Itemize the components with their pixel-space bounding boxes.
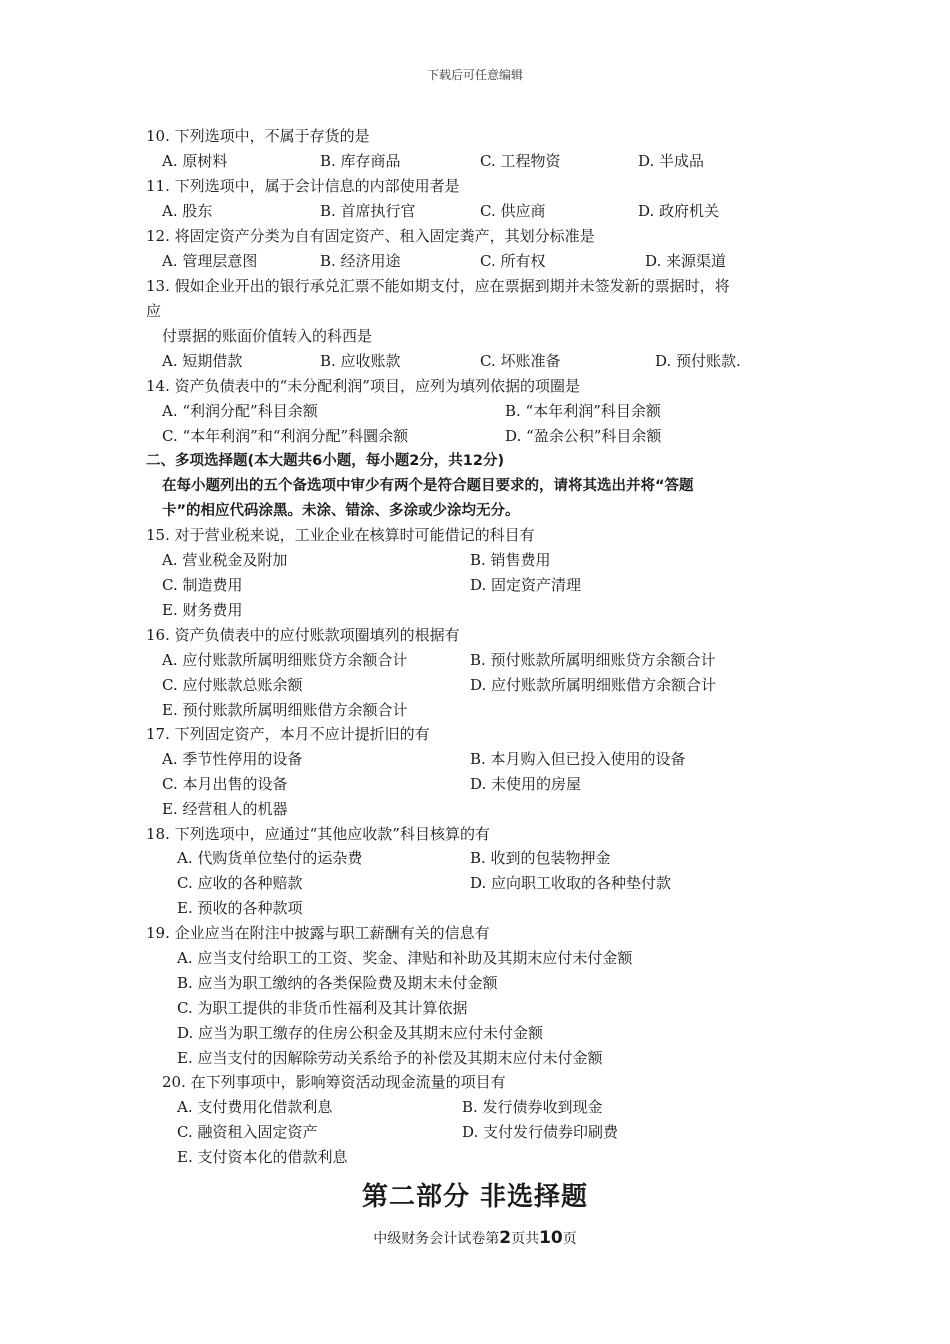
- option-20-e: E. 支付资本化的借款利息: [177, 1148, 348, 1166]
- section-2-title: 二、多项选择题(本大题共6小题，每小题2分，共12分): [146, 453, 505, 469]
- option-13-a: A. 短期借款: [162, 352, 243, 370]
- option-19-c: C. 为职工提供的非货币性福利及其计算依据: [177, 999, 468, 1017]
- option-11-d: D. 政府机关: [638, 202, 720, 220]
- footer-prefix: 中级财务会计试卷第: [373, 1231, 500, 1247]
- option-18-a: A. 代购货单位垫付的运杂费: [177, 849, 363, 867]
- question-12-stem: 12. 将固定资产分类为自有固定资产、租入固定粪产，其划分标准是: [146, 227, 595, 245]
- option-12-c: C. 所有权: [480, 252, 546, 270]
- option-16-e: E. 预付账款所属明细账借方余额合计: [162, 701, 408, 719]
- option-13-b: B. 应收账款: [320, 352, 401, 370]
- option-16-d: D. 应付账款所属明细账借方余额合计: [470, 676, 717, 694]
- option-18-c: C. 应收的各种赔款: [177, 874, 303, 892]
- question-16-stem: 16. 资产负债表中的应付账款项圈填列的根据有: [146, 626, 460, 644]
- option-20-d: D. 支付发行债券印刷费: [462, 1123, 619, 1141]
- option-11-c: C. 供应商: [480, 202, 546, 220]
- option-13-c: C. 坏账准备: [480, 352, 561, 370]
- option-12-a: A. 管理层意图: [162, 252, 258, 270]
- page-footer: [0, 1228, 950, 1248]
- option-20-b: B. 发行债券收到现金: [462, 1098, 603, 1116]
- option-19-b: B. 应当为职工缴纳的各类保险费及期末未付金额: [177, 974, 498, 992]
- question-19-stem: 19. 企业应当在附注中披露与职工薪酬有关的信息有: [146, 924, 490, 942]
- option-15-b: B. 销售费用: [470, 551, 551, 569]
- option-16-a: A. 应付账款所属明细账贷方余额合计: [162, 651, 408, 669]
- option-14-c: C. “本年利润”和“利润分配”科圜余额: [162, 427, 409, 445]
- question-11-stem: 11. 下列选项中，属于会计信息的内部使用者是: [146, 177, 460, 195]
- question-13-stem-line2: 应: [146, 302, 162, 320]
- option-10-c: C. 工程物资: [480, 152, 561, 170]
- option-17-e: E. 经营租人的机器: [162, 800, 288, 818]
- footer-total-pages: 10: [539, 1228, 563, 1248]
- question-15-stem: 15. 对于营业税来说，工业企业在核算时可能借记的科目有: [146, 526, 535, 544]
- question-17-stem: 17. 下列固定资产，本月不应计提折旧的有: [146, 725, 430, 743]
- option-15-e: E. 财务费用: [162, 601, 243, 619]
- option-15-a: A. 营业税金及附加: [162, 551, 288, 569]
- question-18-stem: 18. 下列选项中，应通过“其他应收款”科目核算的有: [146, 825, 490, 843]
- option-15-d: D. 固定资产清理: [470, 576, 582, 594]
- part-2-title: 第二部分 非选择题: [361, 1182, 589, 1212]
- option-17-a: A. 季节性停用的设备: [162, 750, 303, 768]
- option-17-c: C. 本月出售的设备: [162, 775, 288, 793]
- section-2-instruction-line1: 在每小题列出的五个备选项中审少有两个是符合题目要求的，请将其选出并将“答题: [162, 478, 694, 494]
- option-15-c: C. 制造费用: [162, 576, 243, 594]
- option-14-d: D. “盈余公积”科目余额: [505, 427, 662, 445]
- option-11-a: A. 股东: [162, 202, 213, 220]
- option-19-a: A. 应当支付给职工的工资、奖金、津贴和补助及其期末应付未付金额: [177, 949, 633, 967]
- footer-mid: 页共: [511, 1231, 540, 1247]
- question-14-stem: 14. 资产负债表中的“未分配利润”项目，应列为填列依据的项圈是: [146, 377, 580, 395]
- question-10-stem: 10. 下列选项中，不属于存货的是: [146, 127, 370, 145]
- option-10-b: B. 库存商品: [320, 152, 401, 170]
- option-18-e: E. 预收的各种款项: [177, 899, 303, 917]
- option-10-a: A. 原树料: [162, 152, 228, 170]
- option-13-d: D. 预付账款.: [655, 352, 741, 370]
- footer-page-number: 2: [499, 1228, 512, 1248]
- option-11-b: B. 首席执行官: [320, 202, 416, 220]
- option-17-b: B. 本月购入但已投入使用的设备: [470, 750, 686, 768]
- question-20-stem: 20. 在下列事项中，影响筹资活动现金流量的项目有: [162, 1073, 506, 1091]
- option-19-e: E. 应当支付的因解除劳动关系给予的补偿及其期末应付未付金额: [177, 1049, 603, 1067]
- option-10-d: D. 半成品: [638, 152, 705, 170]
- option-18-d: D. 应向职工收取的各种垫付款: [470, 874, 672, 892]
- option-20-c: C. 融资租入固定资产: [177, 1123, 318, 1141]
- option-14-a: A. “利润分配”科目余额: [162, 402, 318, 420]
- option-16-b: B. 预付账款所属明细账贷方余额合计: [470, 651, 716, 669]
- option-14-b: B. “本年利润”科目余额: [505, 402, 661, 420]
- option-12-d: D. 来源渠道: [645, 252, 727, 270]
- question-13-stem-line1: 13. 假如企业开出的银行承兑汇票不能如期支付，应在票据到期并未签发新的票据时，将: [146, 277, 730, 295]
- option-18-b: B. 收到的包装物押金: [470, 849, 611, 867]
- option-16-c: C. 应付账款总账余额: [162, 676, 303, 694]
- footer-suffix: 页: [562, 1231, 577, 1247]
- option-12-b: B. 经济用途: [320, 252, 401, 270]
- option-20-a: A. 支付费用化借款利息: [177, 1098, 333, 1116]
- option-17-d: D. 未使用的房屋: [470, 775, 582, 793]
- page-header: 下载后可任意编辑: [426, 68, 523, 82]
- question-13-stem-line3: 付票据的账面价值转入的科西是: [162, 327, 373, 345]
- section-2-instruction-line2: 卡”的相应代码涂黑。未涂、错涂、多涂或少涂均无分。: [162, 503, 520, 519]
- option-19-d: D. 应当为职工缴存的住房公积金及其期末应付未付金额: [177, 1024, 544, 1042]
